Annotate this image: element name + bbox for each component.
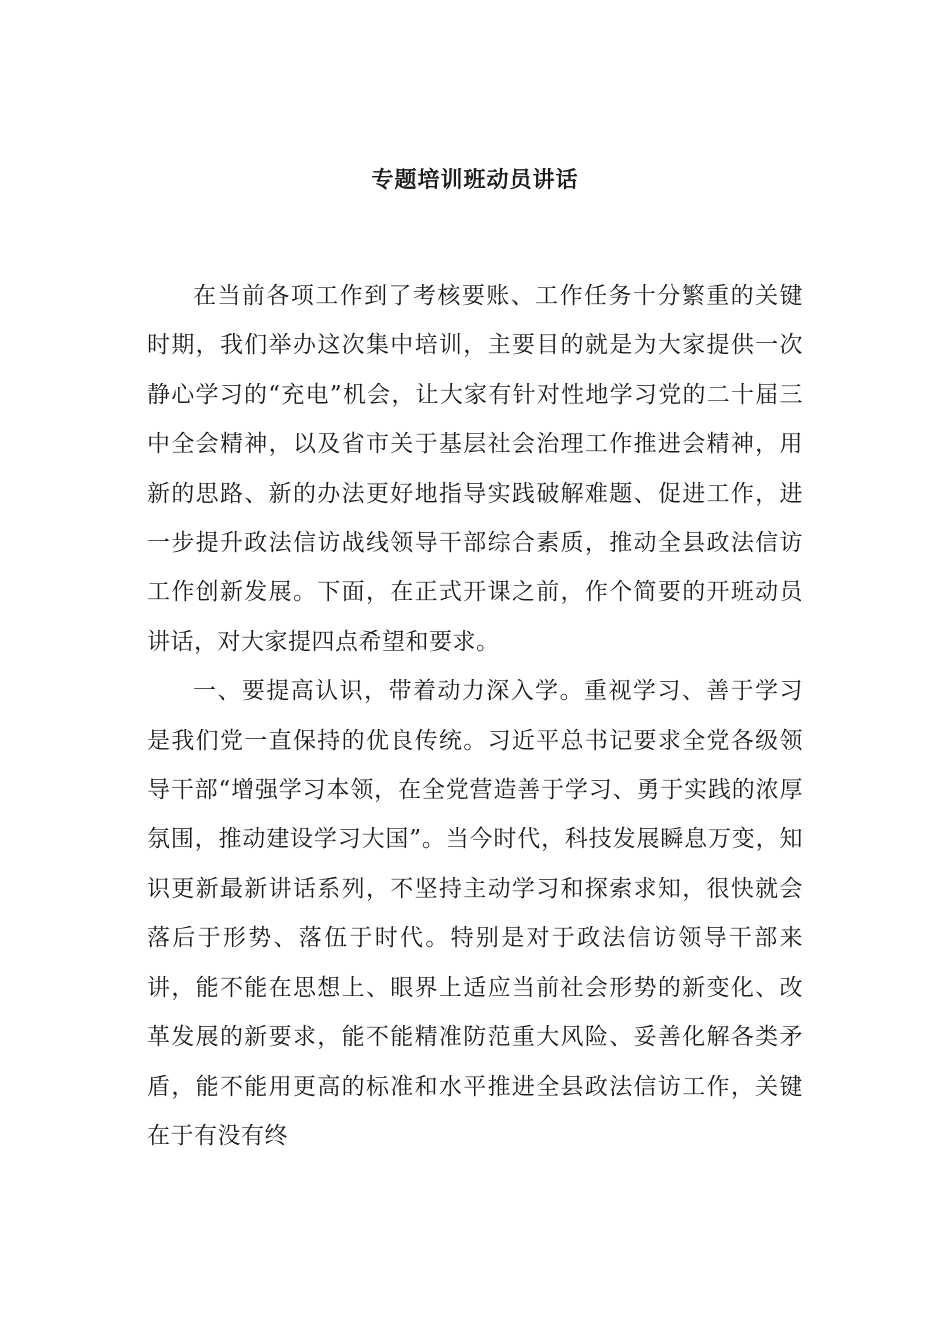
paragraph-intro: 在当前各项工作到了考核要账、工作任务十分繁重的关键时期，我们举办这次集中培训，主要目的就是为大家提供一次静心学习的“充电”机会，让大家有针对性地学习党的二十届三中全会精神，以及省市关于基层社会治理工作推进会精神，用新的思路、新的办法更好地指导实践破解难题、促进工作，进一步提升政法信访战线领导干部综合素质，推动全县政法信访工作创新发展。下面，在正式开课之前，作个简要的开班动员讲话，对大家提四点希望和要求。: [147, 283, 803, 655]
paragraph-section-one: 一、要提高认识，带着动力深入学。重视学习、善于学习是我们党一直保持的优良传统。习近平总书记要求全党各级领导干部“增强学习本领，在全党营造善于学习、勇于实践的浓厚氛围，推动建设学习大国”。当今时代，科技发展瞬息万变，知识更新最新讲话系列，不坚持主动学习和探索求知，很快就会落后于形势、落伍于时代。特别是对于政法信访领导干部来讲，能不能在思想上、眼界上适应当前社会形势的新变化、改革发展的新要求，能不能精准防范重大风险、妥善化解各类矛盾，能不能用更高的标准和水平推进全县政法信访工作，关键在于有没有终: [147, 678, 803, 1149]
document-title: 专题培训班动员讲话: [371, 167, 579, 193]
document-body: [147, 272, 803, 1161]
